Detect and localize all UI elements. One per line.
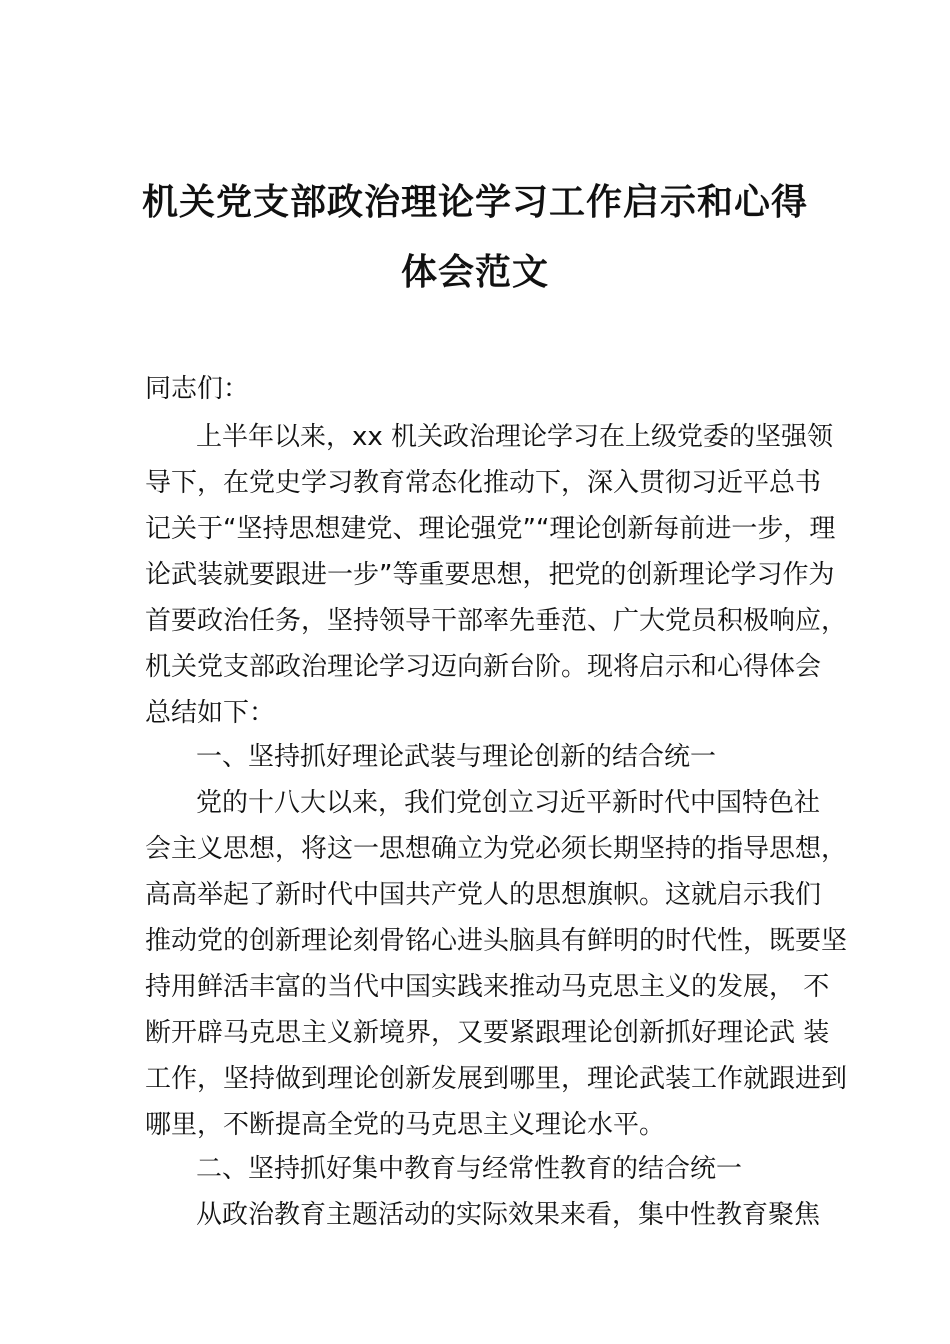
paragraph-1-line: 总结如下： (145, 698, 276, 728)
paragraph-1-line: 首要政治任务，坚持领导干部率先垂范、广大党员积极响应， (145, 606, 848, 636)
paragraph-3-line: 从政治教育主题活动的实际效果来看，集中性教育聚焦 (196, 1200, 821, 1230)
paragraph-2-line: 哪里，不断提高全党的马克思主义理论水平。 (145, 1110, 666, 1140)
paragraph-1-line: 论武装就要跟进一步”等重要思想，把党的创新理论学习作为 (145, 560, 835, 590)
paragraph-2-line: 工作，坚持做到理论创新发展到哪里，理论武装工作就跟进到 (145, 1064, 848, 1094)
paragraph-2-line: 高高举起了新时代中国共产党人的思想旗帜。这就启示我们 (145, 880, 822, 910)
document-title-line-2: 体会范文 (400, 251, 549, 293)
paragraph-1-line: 机关党支部政治理论学习迈向新台阶。现将启示和心得体会 (145, 652, 822, 682)
section-heading-2: 二、坚持抓好集中教育与经常性教育的结合统一 (196, 1154, 743, 1184)
paragraph-2-line: 断开辟马克思主义新境界，又要紧跟理论创新抓好理论武 装 (145, 1018, 830, 1048)
paragraph-2-line: 持用鲜活丰富的当代中国实践来推动马克思主义的发展， 不 (145, 972, 830, 1002)
paragraph-1-line: 记关于“坚持思想建党、理论强党”“理论创新每前进一步，理 (145, 514, 836, 544)
paragraph-2-line: 推动党的创新理论刻骨铭心进头脑具有鲜明的时代性，既要坚 (145, 926, 848, 956)
paragraph-1-line: 上半年以来，xx 机关政治理论学习在上级党委的坚强领 (196, 422, 834, 452)
document-title-line-1: 机关党支部政治理论学习工作启示和心得 (141, 181, 808, 223)
salutation: 同志们： (145, 374, 250, 404)
paragraph-1-line: 导下，在党史学习教育常态化推动下，深入贯彻习近平总书 (145, 468, 822, 498)
paragraph-2-line: 会主义思想，将这一思想确立为党必须长期坚持的指导思想， (145, 834, 848, 864)
section-heading-1: 一、坚持抓好理论武装与理论创新的结合统一 (196, 742, 717, 772)
paragraph-2-line: 党的十八大以来，我们党创立习近平新时代中国特色社 (196, 788, 821, 818)
